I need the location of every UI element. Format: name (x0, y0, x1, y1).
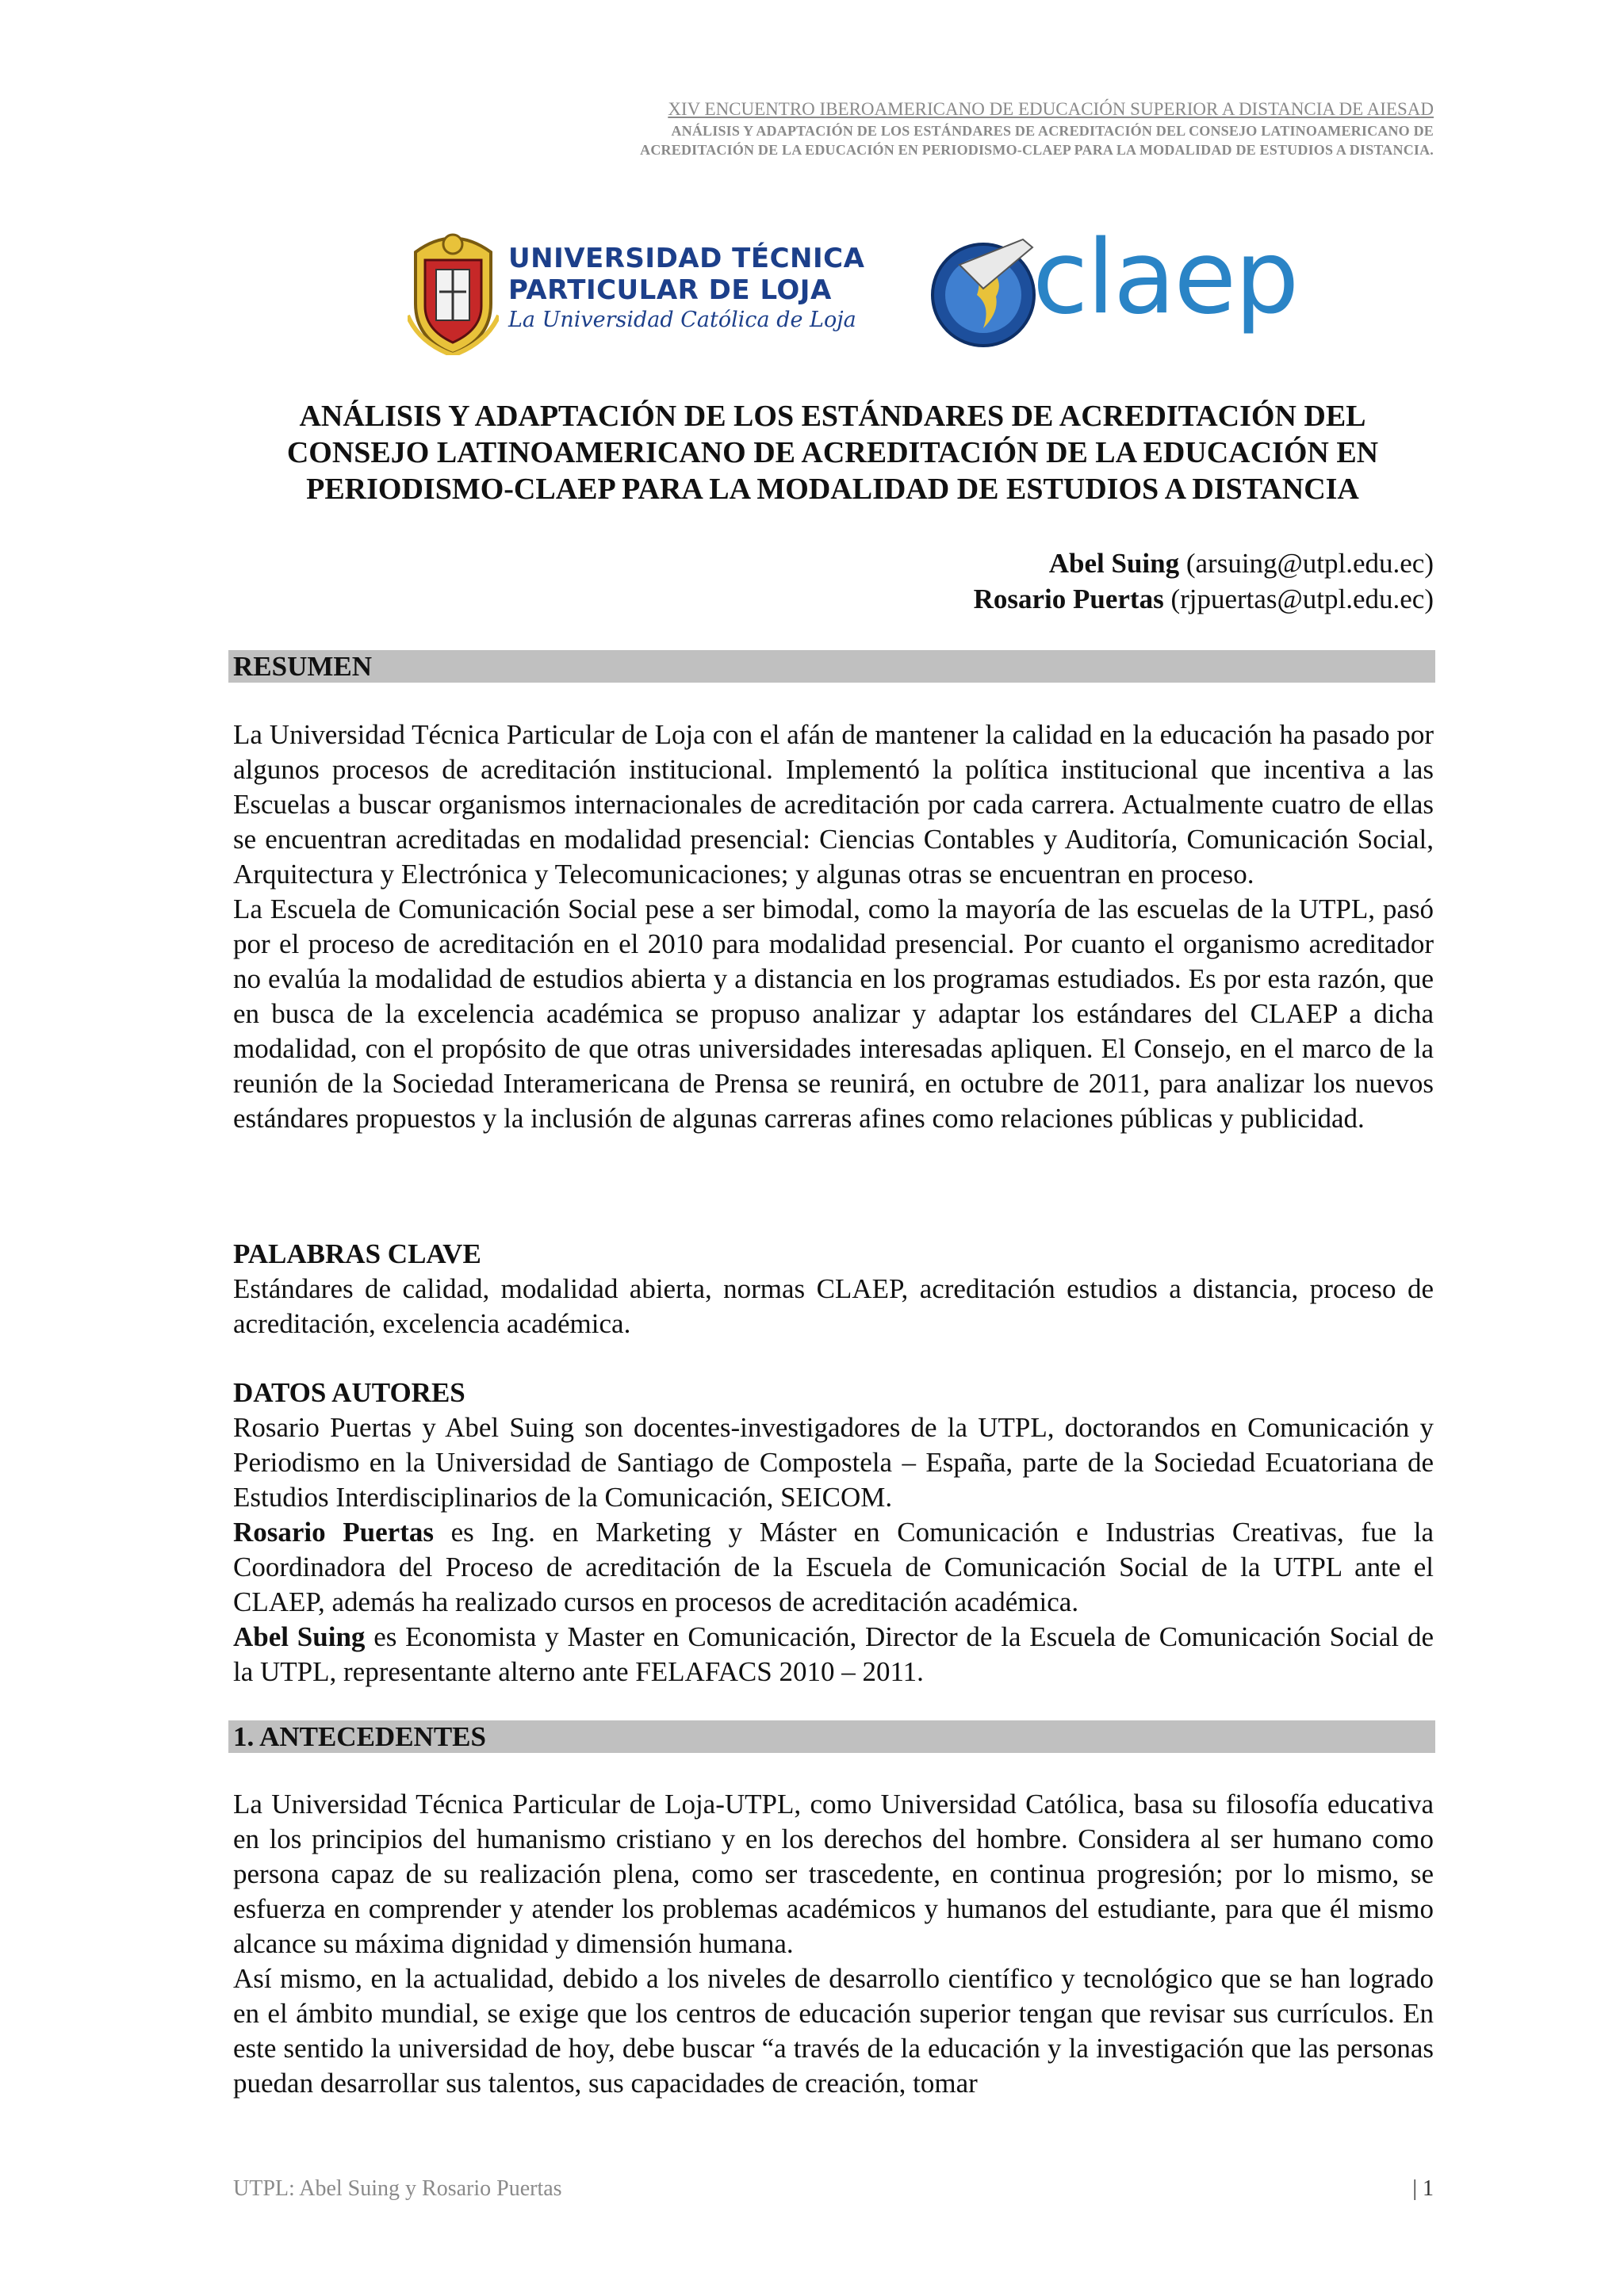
antecedentes-paragraph-1: La Universidad Técnica Particular de Loja-UTPL, como Universidad Católica, basa su filosofía educativa en los principios del humanismo cristiano y en los derechos del hombre. Considera al ser humano como persona capaz de su realización plena, como ser trascedente, en continua progresión; por lo mismo, se esfuerza en comprender y atender los problemas académicos y humanos del estudiante, para que él mismo alcance su máxima dignidad y dimensión humana. (233, 1789, 1434, 1959)
author-email: (arsuing@utpl.edu.ec) (1185, 548, 1434, 579)
author-line (974, 581, 1434, 617)
claep-wordmark: claep (1032, 219, 1298, 337)
running-head (86, 97, 1434, 160)
section-heading-resumen: RESUMEN (228, 650, 1435, 683)
utpl-logo (408, 225, 883, 360)
palabras-clave-heading: PALABRAS CLAVE (233, 1238, 481, 1269)
author-name-bold: Rosario Puertas (233, 1517, 434, 1548)
author-bio-text: es Ing. en Marketing y Máster en Comunicación e Industrias Creativas, fue la Coordinadora del Proceso de acreditación de la Escuela de Comunicación Social de la UTPL ante el CLAEP, además ha realizado cursos en procesos de acreditación académica. (233, 1517, 1434, 1617)
datos-autores-paragraph-3 (233, 1620, 1434, 1689)
antecedentes-paragraph-2: Así mismo, en la actualidad, debido a los niveles de desarrollo científico y tecnológico que se han logrado en el ámbito mundial, se exige que los centros de educación superior tengan que revisar sus currículos. En este sentido la universidad de hoy, debe buscar “a través de la educación y la investigación que las personas puedan desarrollar sus talentos, sus capacidades de creación, tomar (233, 1963, 1434, 2099)
page-number: | 1 (1412, 2176, 1434, 2201)
palabras-clave-block (233, 1237, 1434, 1341)
resumen-paragraph-1: La Universidad Técnica Particular de Loja con el afán de mantener la calidad en la educación ha pasado por algunos procesos de acreditación institucional. Implementó la política institucional que incentiva a las Escuelas a buscar organismos internacionales de acreditación por cada carrera. Actualmente cuatro de ellas se encuentran acreditadas en modalidad presencial: Ciencias Contables y Auditoría, Comunicación Social, Arquitectura y Electrónica y Telecomunicaciones; y algunas otras se encuentran en proceso. (233, 719, 1434, 890)
antecedentes-body (233, 1787, 1434, 2101)
author-name: Rosario Puertas (973, 584, 1164, 614)
logos-row (408, 219, 1298, 360)
utpl-name-line-1: UNIVERSIDAD TÉCNICA (508, 243, 865, 274)
paper-title: ANÁLISIS Y ADAPTACIÓN DE LOS ESTÁNDARES DE ACREDITACIÓN DEL CONSEJO LATINOAMERICANO DE ACREDITACIÓN DE LA EDUCACIÓN EN PERIODISMO-CLAEP PARA LA MODALIDAD DE ESTUDIOS A DISTANCIA (286, 400, 1379, 506)
claep-logo (928, 219, 1298, 352)
datos-autores-heading: DATOS AUTORES (233, 1377, 465, 1408)
claep-globe-icon (928, 233, 1043, 352)
resumen-body (233, 718, 1434, 1136)
footer-authors: UTPL: Abel Suing y Rosario Puertas (233, 2176, 562, 2201)
author-bio-text: es Economista y Master en Comunicación, Director de la Escuela de Comunicación Social de la UTPL, representante alterno ante FELAFACS 2010 – 2011. (233, 1621, 1434, 1687)
utpl-shield-icon (408, 228, 499, 355)
datos-autores-paragraph-1: Rosario Puertas y Abel Suing son docentes-investigadores de la UTPL, doctorandos en Comunicación y Periodismo en la Universidad de Santiago de Compostela – España, parte de la Sociedad Ecuatoriana de Estudios Interdisciplinarios de la Comunicación, SEICOM. (233, 1412, 1434, 1513)
authors-block (974, 545, 1434, 617)
resumen-paragraph-2: La Escuela de Comunicación Social pese a ser bimodal, como la mayoría de las escuelas de la UTPL, pasó por el proceso de acreditación en el 2010 para modalidad presencial. Por cuanto el organismo acreditador no evalúa la modalidad de estudios abierta y a distancia en los programas estudiados. Es por esta razón, que en busca de la excelencia académica se propuso analizar y adaptar los estándares del CLAEP a dicha modalidad, con el propósito de que otras universidades interesadas apliquen. El Consejo, en el marco de la reunión de la Sociedad Interamericana de Prensa se reunirá, en octubre de 2011, para analizar los nuevos estándares propuestos y la inclusión de algunas carreras afines como relaciones públicas y publicidad. (233, 894, 1434, 1134)
palabras-clave-text: Estándares de calidad, modalidad abierta, normas CLAEP, acreditación estudios a distancia, proceso de acreditación, excelencia académica. (233, 1273, 1434, 1339)
section-heading-antecedentes: 1. ANTECEDENTES (228, 1720, 1435, 1753)
running-head-line-3: ACREDITACIÓN DE LA EDUCACIÓN EN PERIODISMO-CLAEP PARA LA MODALIDAD DE ESTUDIOS A DISTANCIA. (640, 142, 1434, 159)
author-line (974, 545, 1434, 581)
utpl-tagline: La Universidad Católica de Loja (508, 308, 856, 332)
author-email: (rjpuertas@utpl.edu.ec) (1170, 584, 1434, 614)
author-name: Abel Suing (1048, 548, 1180, 579)
running-head-line-2: ANÁLISIS Y ADAPTACIÓN DE LOS ESTÁNDARES DE ACREDITACIÓN DEL CONSEJO LATINOAMERICANO DE (671, 123, 1434, 140)
author-name-bold: Abel Suing (233, 1621, 366, 1652)
utpl-name-line-2: PARTICULAR DE LOJA (508, 274, 832, 306)
running-head-line-1: XIV ENCUENTRO IBEROAMERICANO DE EDUCACIÓN SUPERIOR A DISTANCIA DE AIESAD (668, 99, 1434, 119)
datos-autores-paragraph-2 (233, 1515, 1434, 1620)
datos-autores-block (233, 1376, 1434, 1689)
